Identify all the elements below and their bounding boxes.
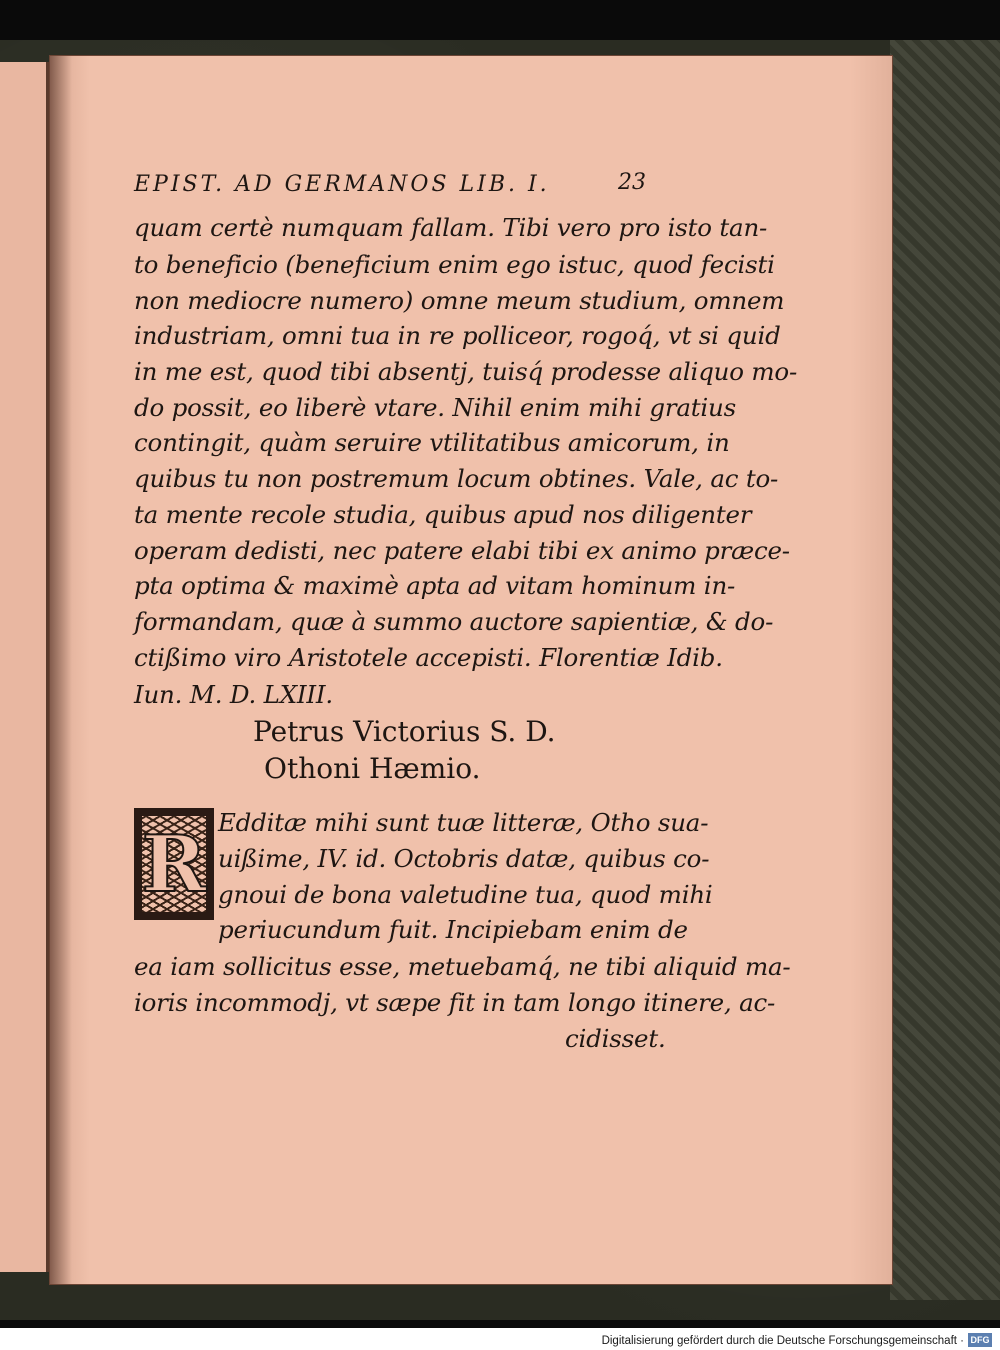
text-line: ctißimo viro Aristotele accepisti. Florentiæ Idib. — [134, 643, 723, 672]
text-line: pta optima & maximè apta ad vitam hominum in- — [134, 571, 736, 600]
text-line: contingit, quàm seruire vtilitatibus amicorum, in — [134, 428, 730, 457]
page-number: 23 — [618, 170, 646, 195]
footer-bar — [0, 1328, 1000, 1350]
text-line: quam certè numquam fallam. Tibi vero pro isto tan- — [134, 213, 768, 242]
text-line: ea iam sollicitus esse, metuebamq́, ne tibi aliquid ma- — [134, 952, 791, 981]
text-line: quibus tu non postremum locum obtines. Vale, ac to- — [134, 464, 779, 493]
text-line: operam dedisti, nec patere elabi tibi ex animo præce- — [134, 536, 790, 565]
text-line: gnoui de bona valetudine tua, quod mihi — [218, 880, 713, 909]
text-line: Edditæ mihi sunt tuæ litteræ, Otho sua- — [218, 808, 709, 837]
facing-page-edge — [0, 62, 49, 1272]
text-line: cidisset. — [565, 1024, 666, 1053]
salutation-recipient: Othoni Hæmio. — [264, 752, 481, 785]
dfg-logo-icon: DFG — [968, 1333, 992, 1347]
salutation-sender: Petrus Victorius S. D. — [253, 715, 556, 748]
text-line: uißime, IV. id. Octobris datæ, quibus co- — [218, 844, 710, 873]
initial-letter: R — [141, 818, 207, 910]
text-line: industriam, omni tua in re polliceor, rogoq́, vt si quid — [134, 321, 781, 350]
text-line: ioris incommodj, vt sæpe fit in tam longo itinere, ac- — [134, 988, 776, 1017]
text-line: to beneficio (beneficium enim ego istuc, quod fecisti — [134, 250, 775, 279]
gutter-shadow — [50, 56, 72, 1284]
text-line: periucundum fuit. Incipiebam enim de — [218, 915, 688, 944]
running-header: EPIST. AD GERMANOS LIB. I. — [134, 172, 550, 197]
text-line: non mediocre numero) omne meum studium, omnem — [134, 286, 785, 315]
decorated-initial — [134, 808, 214, 920]
text-line: in me est, quod tibi absentj, tuisq́ prodesse aliquo mo- — [134, 357, 798, 386]
text-line: formandam, quæ à summo auctore sapientiæ, & do- — [134, 607, 774, 636]
book-board-edge — [890, 40, 1000, 1300]
text-line: do possit, eo liberè vtare. Nihil enim mihi gratius — [134, 393, 736, 422]
text-line: Iun. M. D. LXIII. — [134, 680, 333, 709]
footer-credit: Digitalisierung gefördert durch die Deutsche Forschungsgemeinschaft · — [601, 1335, 964, 1347]
text-line: ta mente recole studia, quibus apud nos diligenter — [134, 500, 752, 529]
